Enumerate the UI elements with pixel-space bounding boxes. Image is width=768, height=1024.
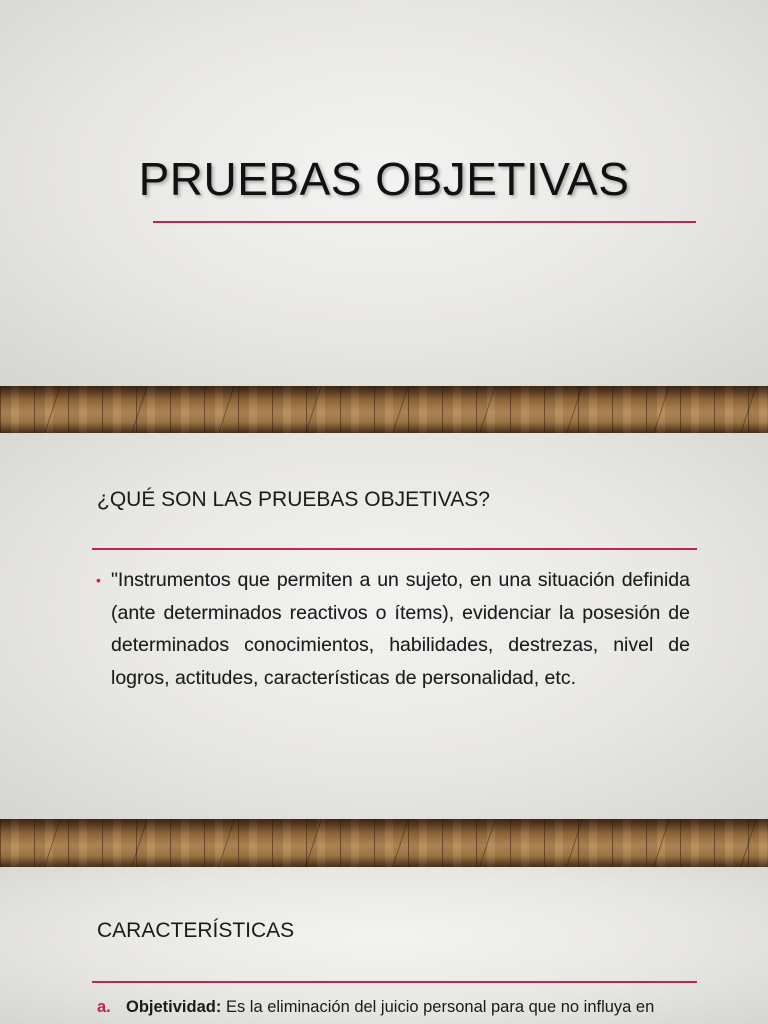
- list-marker: a.: [97, 998, 111, 1016]
- bullet-text: "Instrumentos que permiten a un sujeto, en una situación definida (ante determinados reactivos o ítems), evidenciar la posesión de determinados conocimientos, habilidades, destrezas, nivel de logros, actitudes, características de personalidad, etc.: [111, 569, 690, 689]
- heading-divider: [92, 981, 697, 983]
- slide-characteristics: [0, 867, 768, 1024]
- section-heading: ¿QUÉ SON LAS PRUEBAS OBJETIVAS?: [97, 488, 490, 511]
- list-item: [126, 998, 654, 1017]
- slide-title: [0, 0, 768, 386]
- title-divider: [153, 221, 696, 223]
- bullet-dot-icon: •: [96, 572, 101, 588]
- list-item-term: Objetividad:: [126, 998, 222, 1016]
- list-item-text: Es la eliminación del juicio personal para que no influya en: [225, 998, 655, 1016]
- page-title: PRUEBAS OBJETIVAS: [138, 153, 630, 205]
- heading-divider: [92, 548, 697, 550]
- slide-definition: [0, 433, 768, 819]
- bullet-item: [96, 564, 690, 694]
- section-heading: CARACTERÍSTICAS: [97, 919, 295, 942]
- wood-floor-divider: [0, 386, 768, 433]
- wood-floor-divider: [0, 819, 768, 867]
